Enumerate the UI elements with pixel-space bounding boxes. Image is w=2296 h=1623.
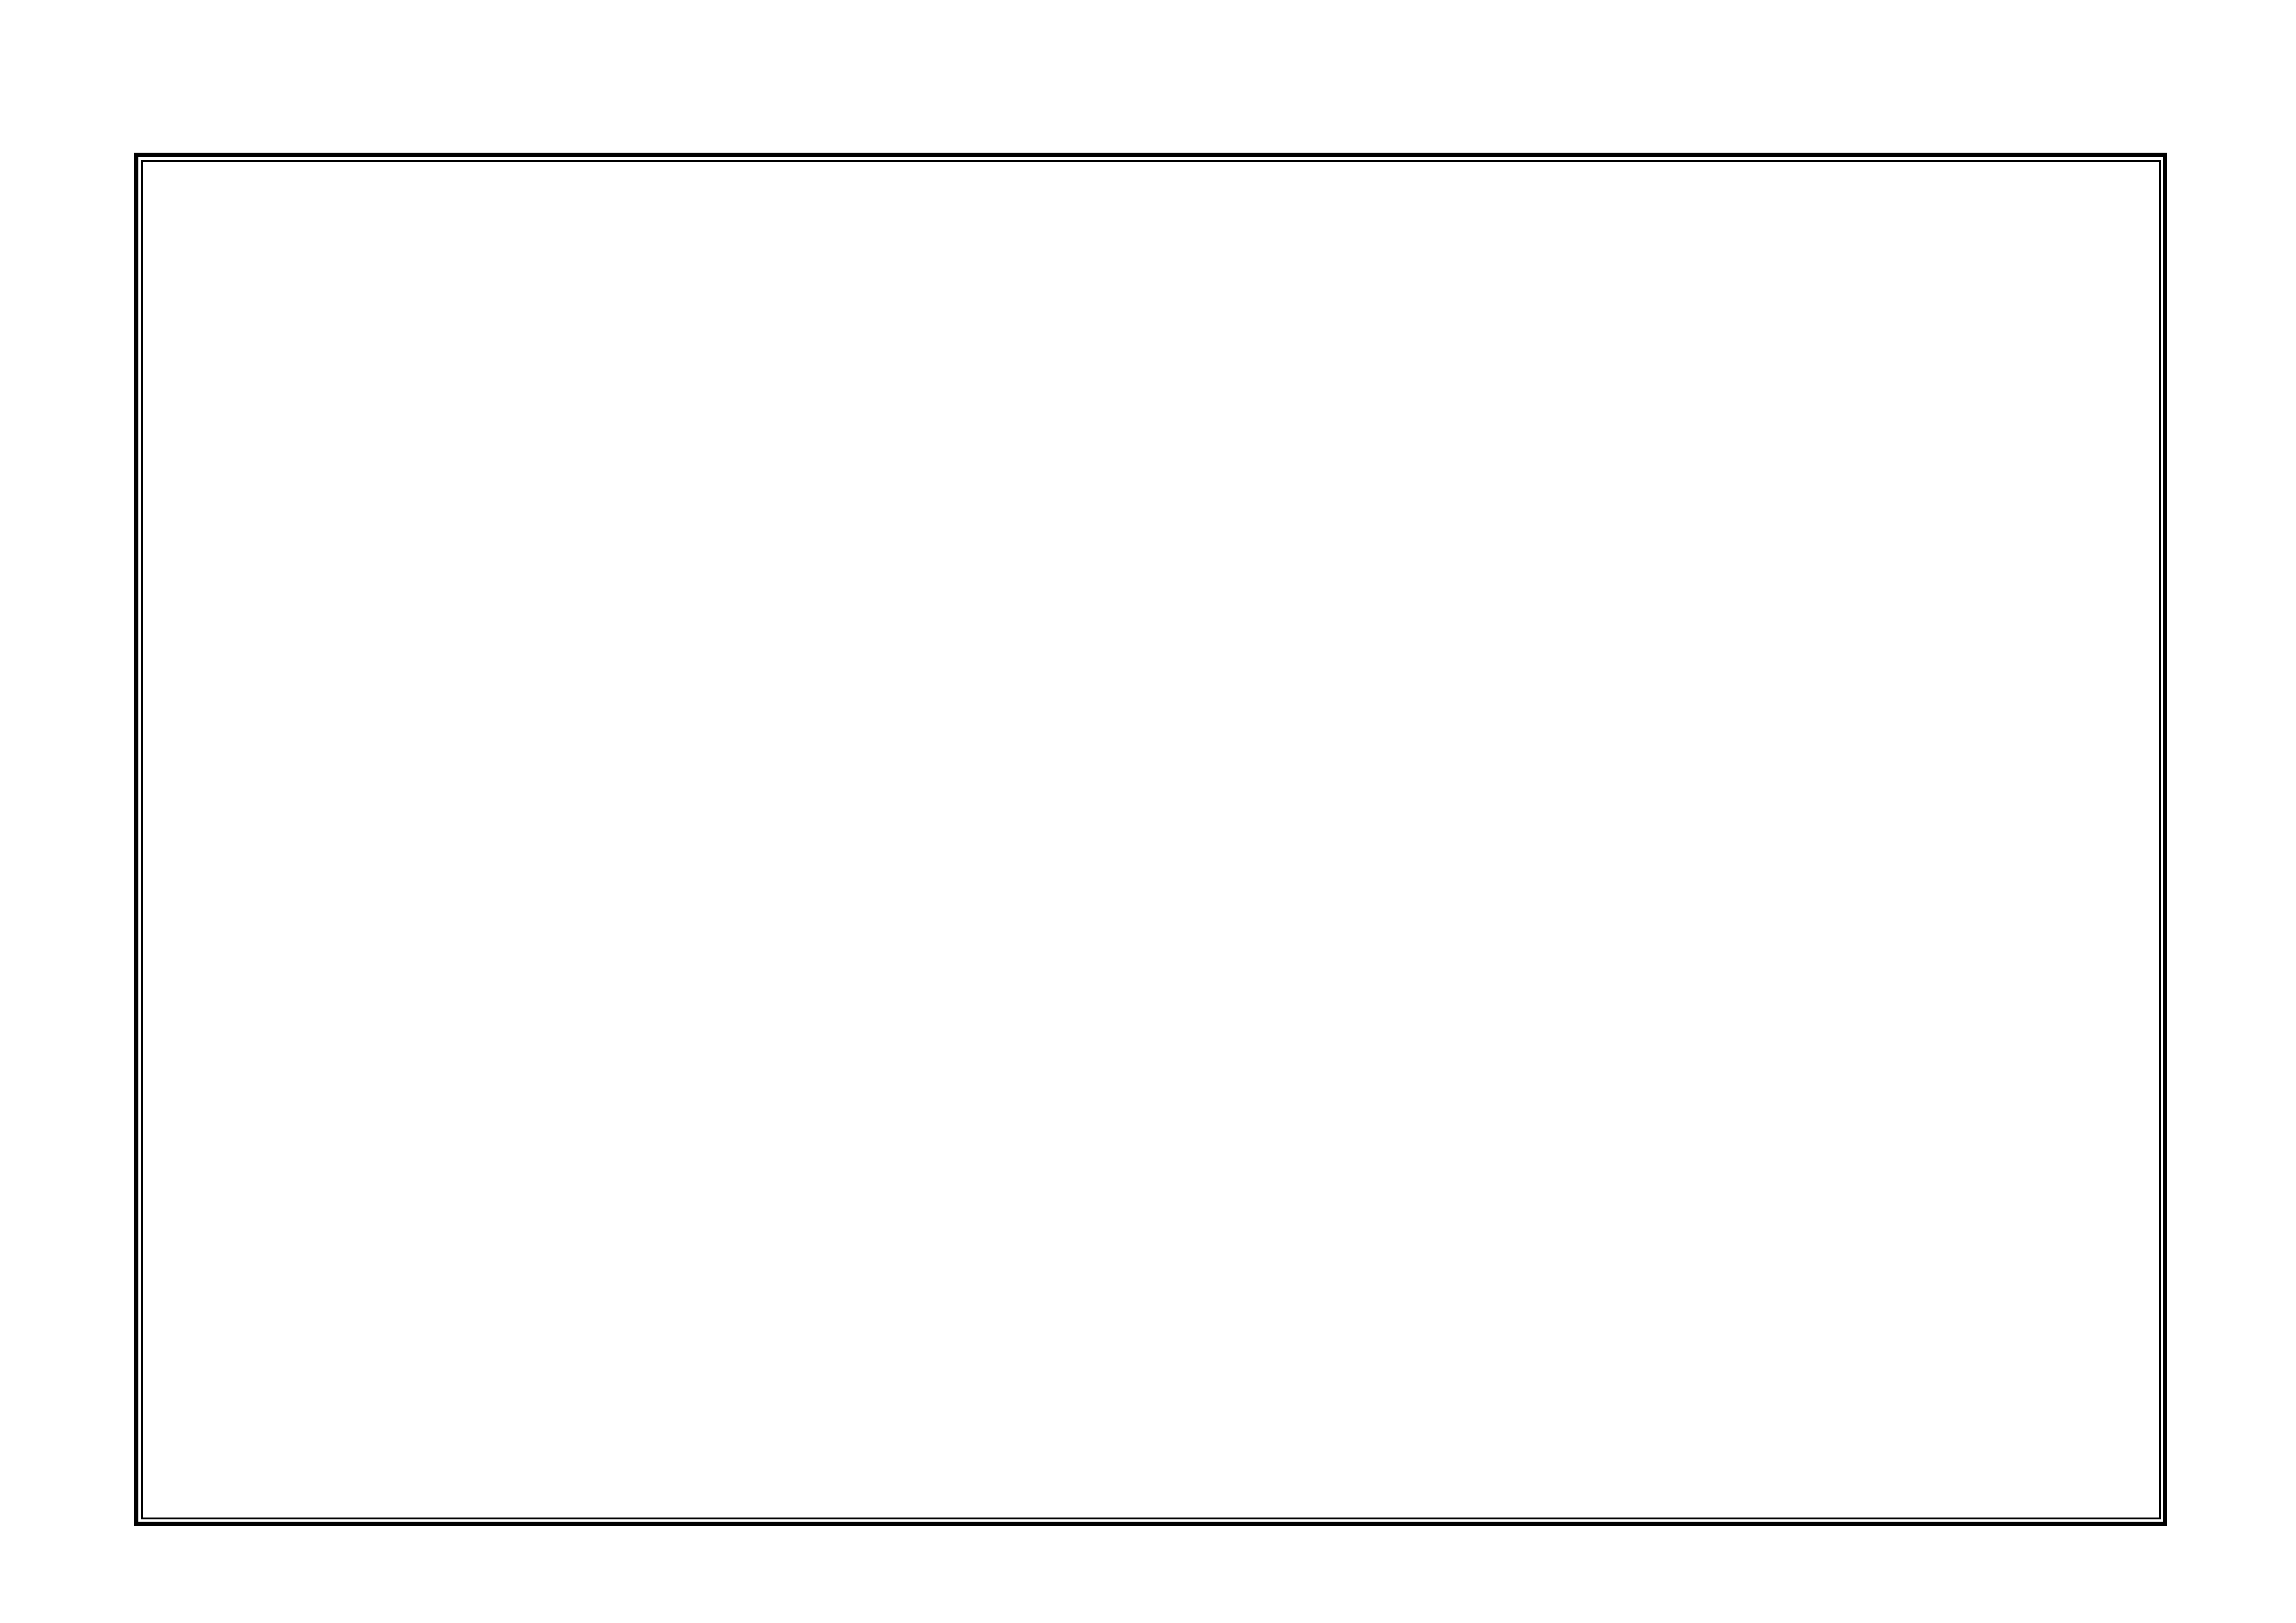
edition-info bbox=[1087, 694, 1217, 1203]
